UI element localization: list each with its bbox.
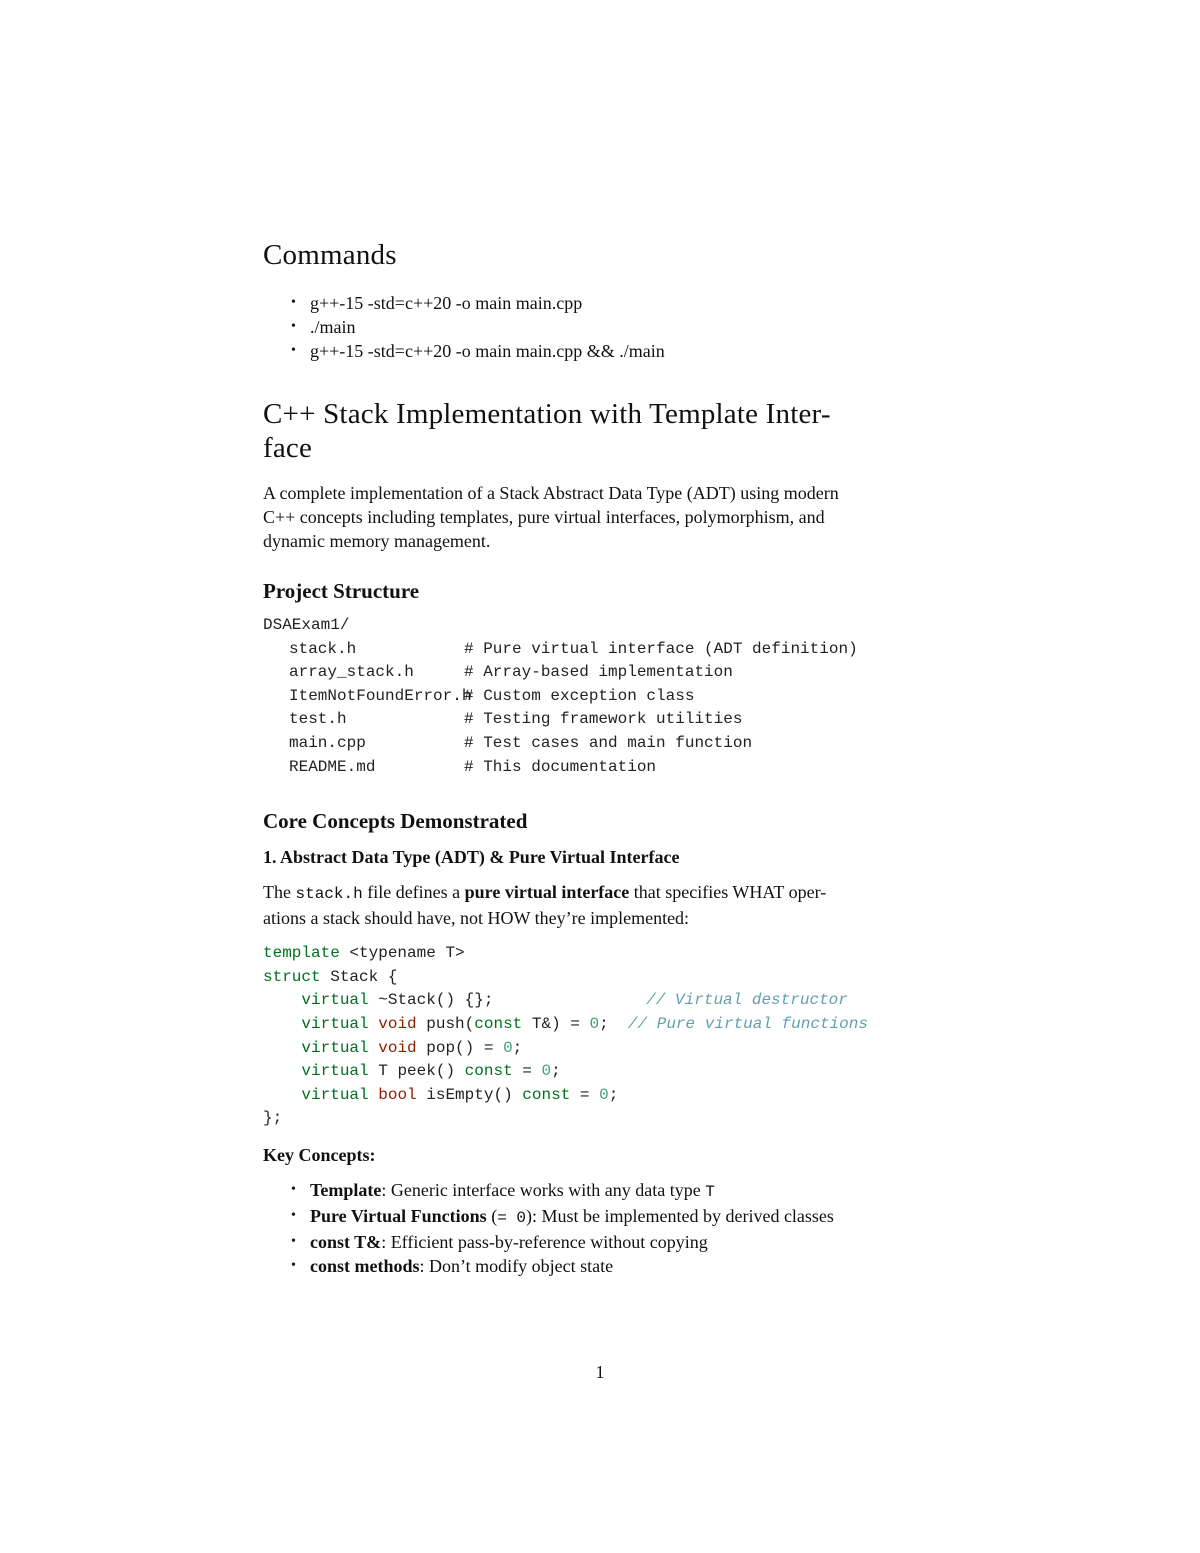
tree-file: main.cpp <box>289 733 366 752</box>
code-token: virtual <box>301 1014 369 1033</box>
desc-text: file defines a <box>362 882 465 903</box>
tree-comment: # This documentation <box>464 757 657 776</box>
commands-list <box>263 291 943 363</box>
list-item <box>310 1204 943 1230</box>
intro-line: A complete implementation of a Stack Abstract Data Type (ADT) using modern <box>263 483 839 503</box>
concept-term: const T& <box>310 1231 382 1252</box>
code-token: ; <box>608 1085 619 1104</box>
code-comment: // Virtual destructor <box>646 991 848 1010</box>
code-token: ~Stack() {}; <box>378 991 494 1010</box>
code-token: isEmpty() <box>426 1085 513 1104</box>
concept-term: Template <box>310 1179 382 1200</box>
tree-file: ItemNotFoundError.h <box>289 686 472 705</box>
tree-comment: # Test cases and main function <box>464 733 753 752</box>
code-token: virtual <box>301 1038 369 1057</box>
title-line-2: face <box>263 432 313 464</box>
key-concepts-label: Key Concepts: <box>263 1144 376 1165</box>
commands-heading: Commands <box>263 239 397 271</box>
code-token: bool <box>378 1085 417 1104</box>
code-token: struct <box>263 967 321 986</box>
project-tree <box>263 614 943 779</box>
list-item <box>310 1254 943 1278</box>
page-number: 1 <box>595 1362 605 1382</box>
list-item <box>310 1230 943 1254</box>
code-token: ; <box>599 1014 609 1033</box>
intro-line: C++ concepts including templates, pure virtual interfaces, polymorphism, and <box>263 507 825 527</box>
code-token: Stack { <box>330 967 398 986</box>
code-token: ; <box>551 1062 561 1081</box>
code-token: T <box>378 1062 388 1081</box>
code-token: virtual <box>301 1085 369 1104</box>
concept-text: : Generic interface works with any data type <box>381 1179 706 1200</box>
tree-file: stack.h <box>289 639 357 658</box>
list-item: • ./main <box>310 315 943 339</box>
code-token: virtual <box>301 991 369 1010</box>
intro-paragraph <box>263 481 943 553</box>
code-token: virtual <box>301 1062 369 1081</box>
tree-file: array_stack.h <box>289 663 414 682</box>
page-title <box>263 397 943 465</box>
code-token: const <box>464 1062 513 1081</box>
desc-text: that specifies WHAT oper- <box>629 882 827 903</box>
code-token: pop() = <box>426 1038 504 1057</box>
key-concepts-heading <box>263 1143 943 1167</box>
project-structure-heading: Project Structure <box>263 579 420 603</box>
code-token: void <box>378 1038 417 1057</box>
code-token: template <box>263 944 340 963</box>
desc-text: The <box>263 882 296 903</box>
tree-file: test.h <box>289 710 347 729</box>
code-token: const <box>522 1085 571 1104</box>
tree-root: DSAExam1/ <box>263 616 350 634</box>
tree-comment: # Testing framework utilities <box>464 710 743 729</box>
code-token: = <box>512 1062 542 1081</box>
tree-comment: # Custom exception class <box>464 686 695 705</box>
desc-bold: pure virtual interface <box>464 882 630 903</box>
tree-comment: # Pure virtual interface (ADT definition) <box>464 639 858 658</box>
list-item: • g++-15 -std=c++20 -o main main.cpp <box>310 291 943 315</box>
code-token: 0 <box>541 1062 552 1081</box>
intro-line: dynamic memory management. <box>263 531 491 551</box>
key-concepts-list <box>263 1178 943 1278</box>
desc-text: ations a stack should have, not HOW they’re implemented: <box>263 908 690 929</box>
code-token: 0 <box>589 1014 600 1033</box>
concept-text: ): Must be implemented by derived classes <box>526 1205 834 1226</box>
code-token: }; <box>263 1109 283 1128</box>
list-item <box>310 1178 943 1204</box>
code-token: const <box>474 1014 523 1033</box>
code-token: push( <box>426 1014 475 1033</box>
concept-text: ( <box>486 1205 498 1226</box>
document-page <box>263 232 943 1278</box>
concept-text: : Don’t modify object state <box>419 1255 614 1276</box>
code-token: peek() <box>397 1062 456 1081</box>
code-token: 0 <box>503 1038 513 1057</box>
code-token: <typename T> <box>349 944 465 963</box>
code-token: = <box>570 1085 600 1104</box>
list-item: • g++-15 -std=c++20 -o main main.cpp && ./main <box>310 339 943 363</box>
core-concepts-heading: Core Concepts Demonstrated <box>263 809 528 834</box>
code-token: 0 <box>599 1085 609 1104</box>
code-token: ; <box>512 1038 523 1057</box>
tree-file: README.md <box>289 757 376 776</box>
inline-code: stack.h <box>295 885 363 904</box>
concept-text: : Efficient pass-by-reference without copying <box>381 1231 708 1252</box>
inline-code: = 0 <box>497 1208 526 1227</box>
code-token: T&) = <box>531 1014 590 1033</box>
code-block <box>263 942 943 1131</box>
concept-term: Pure Virtual Functions <box>310 1205 487 1226</box>
code-token: void <box>378 1014 417 1033</box>
code-comment: // Pure virtual functions <box>627 1014 868 1033</box>
concept-term: const methods <box>310 1255 420 1276</box>
inline-code: T <box>705 1182 715 1201</box>
title-line-1: C++ Stack Implementation with Template Inter- <box>263 398 831 430</box>
adt-subheading: 1. Abstract Data Type (ADT) & Pure Virtual Interface <box>263 847 680 868</box>
adt-description <box>263 880 943 930</box>
tree-comment: # Array-based implementation <box>464 663 733 682</box>
